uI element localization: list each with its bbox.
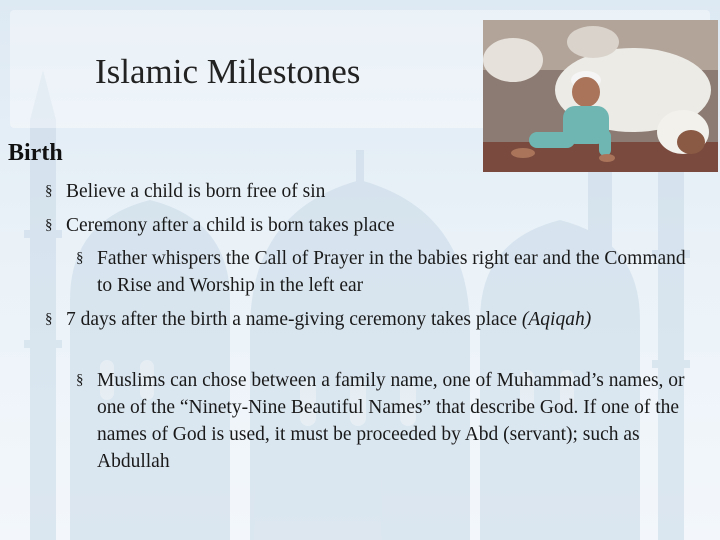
- bullet-item: [45, 212, 686, 239]
- slide-title: Islamic Milestones: [95, 52, 361, 91]
- sub-bullet-item: [76, 367, 687, 475]
- bullet-text: Muslims can chose between a family name, one of Muhammad’s names, or one of the “Ninety-Nine Beautiful Names” that describe God. If one of the names of God is used, it must be proceeded by Abd (servant); such as Abdullah: [97, 370, 685, 472]
- bullet-marker: §: [45, 311, 53, 327]
- bullet-text: Believe a child is born free of sin: [66, 181, 326, 202]
- sub-bullet-item: [76, 245, 687, 299]
- bullet-text: 7 days after the birth a name-giving ceremony takes place: [66, 309, 518, 330]
- bullet-marker: §: [45, 217, 53, 233]
- bullet-text: Father whispers the Call of Prayer in the babies right ear and the Command to Rise and Worship in the left ear: [97, 248, 686, 296]
- bullet-text: Ceremony after a child is born takes place: [66, 215, 395, 236]
- praying-child-photo: [483, 20, 718, 172]
- bullet-item: [45, 178, 686, 205]
- bullet-item: [45, 306, 686, 333]
- bullet-marker: §: [45, 183, 53, 199]
- bullet-marker: §: [76, 372, 84, 388]
- section-heading: Birth: [8, 140, 63, 166]
- bullet-italic-term: (Aqiqah): [521, 309, 592, 330]
- bullet-marker: §: [76, 250, 84, 266]
